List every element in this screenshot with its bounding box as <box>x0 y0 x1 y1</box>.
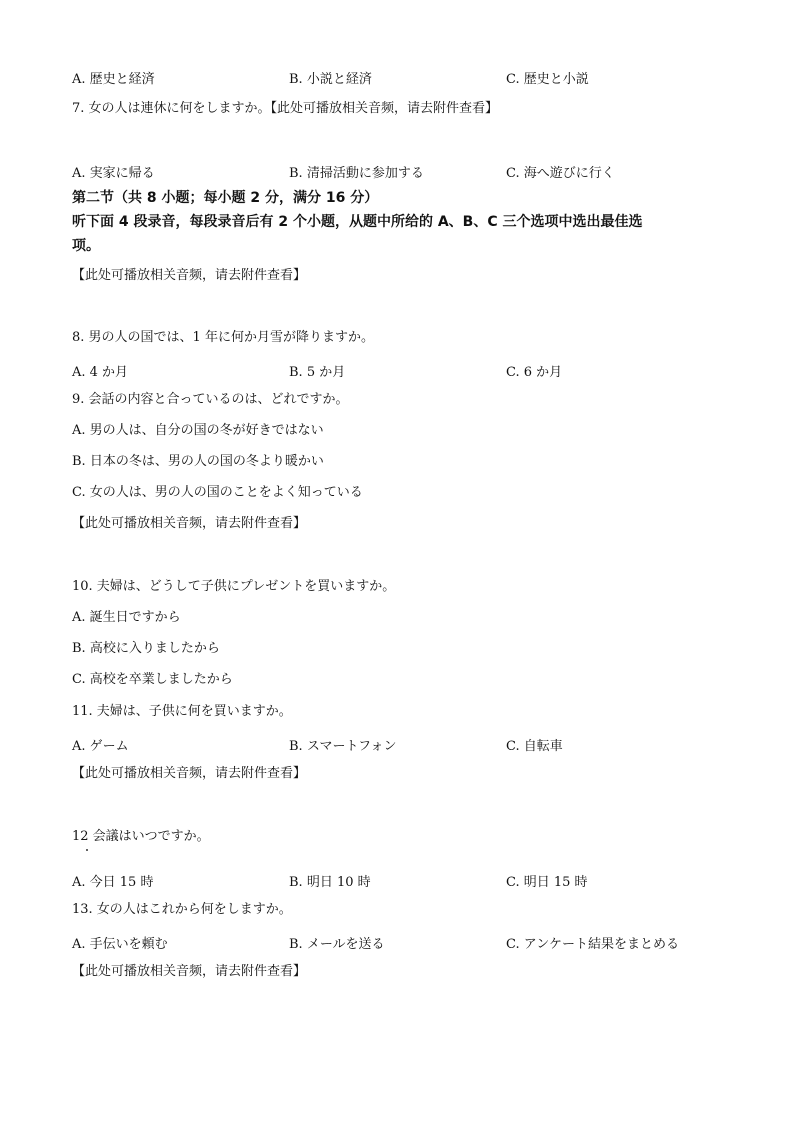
q7-question: 7. 女の人は連休に何をしますか。【此处可播放相关音频，请去附件查看】 <box>72 101 499 116</box>
q8-option-a[interactable]: A. 4 か月 <box>72 365 129 380</box>
q10-option-c[interactable]: C. 高校を卒業しましたから <box>72 672 233 687</box>
q7-option-b[interactable]: B. 清掃活動に参加する <box>289 166 424 181</box>
q7-option-a[interactable]: A. 実家に帰る <box>72 166 155 181</box>
q12-option-a[interactable]: A. 今日 15 時 <box>72 875 154 890</box>
q13-option-c[interactable]: C. アンケート結果をまとめる <box>506 937 679 952</box>
q11-option-b[interactable]: B. スマートフォン <box>289 739 397 754</box>
q8-question: 8. 男の人の国では、1 年に何か月雪が降りますか。 <box>72 330 374 345</box>
audio-note-3[interactable]: 【此处可播放相关音频，请去附件查看】 <box>72 766 307 781</box>
q9-option-c[interactable]: C. 女の人は、男の人の国のことをよく知っている <box>72 485 363 500</box>
q6-option-c[interactable]: C. 歴史と小説 <box>506 72 589 87</box>
stray-dot <box>86 849 88 851</box>
q7-option-c[interactable]: C. 海へ遊びに行く <box>506 166 615 181</box>
q9-question: 9. 会話の内容と合っているのは、どれですか。 <box>72 392 349 407</box>
q11-option-c[interactable]: C. 自転車 <box>506 739 563 754</box>
q13-question: 13. 女の人はこれから何をしますか。 <box>72 902 292 917</box>
q6-option-b[interactable]: B. 小説と経済 <box>289 72 372 87</box>
audio-note-4[interactable]: 【此处可播放相关音频，请去附件查看】 <box>72 964 307 979</box>
q9-option-b[interactable]: B. 日本の冬は、男の人の国の冬より暖かい <box>72 454 324 469</box>
q6-option-a[interactable]: A. 歴史と経済 <box>72 72 155 87</box>
q9-option-a[interactable]: A. 男の人は、自分の国の冬が好きではない <box>72 423 324 438</box>
q11-option-a[interactable]: A. ゲーム <box>72 739 129 754</box>
q12-question: 12 会議はいつですか。 <box>72 829 210 844</box>
q10-question: 10. 夫婦は、どうして子供にプレゼントを買いますか。 <box>72 579 396 594</box>
audio-note-1[interactable]: 【此处可播放相关音频，请去附件查看】 <box>72 268 307 283</box>
q10-option-a[interactable]: A. 誕生日ですから <box>72 610 181 625</box>
q12-options-row <box>0 871 794 890</box>
section2-instruction-line1: 听下面 4 段录音，每段录音后有 2 个小题，从题中所给的 A、B、C 三个选项中选出最佳选 <box>72 214 643 230</box>
section2-instruction-line2: 项。 <box>72 238 100 254</box>
q8-option-c[interactable]: C. 6 か月 <box>506 365 563 380</box>
q6-options-row <box>0 68 794 87</box>
q13-options-row <box>0 933 794 952</box>
q11-options-row <box>0 735 794 754</box>
section2-heading: 第二节（共 8 小题；每小题 2 分，满分 16 分） <box>72 190 379 206</box>
q8-option-b[interactable]: B. 5 か月 <box>289 365 346 380</box>
q8-options-row <box>0 361 794 380</box>
q10-option-b[interactable]: B. 高校に入りましたから <box>72 641 220 656</box>
q13-option-a[interactable]: A. 手伝いを頼む <box>72 937 168 952</box>
audio-note-2[interactable]: 【此处可播放相关音频，请去附件查看】 <box>72 516 307 531</box>
q11-question: 11. 夫婦は、子供に何を買いますか。 <box>72 704 292 719</box>
q13-option-b[interactable]: B. メールを送る <box>289 937 385 952</box>
q12-option-b[interactable]: B. 明日 10 時 <box>289 875 371 890</box>
q12-option-c[interactable]: C. 明日 15 時 <box>506 875 588 890</box>
q7-options-row <box>0 162 794 181</box>
